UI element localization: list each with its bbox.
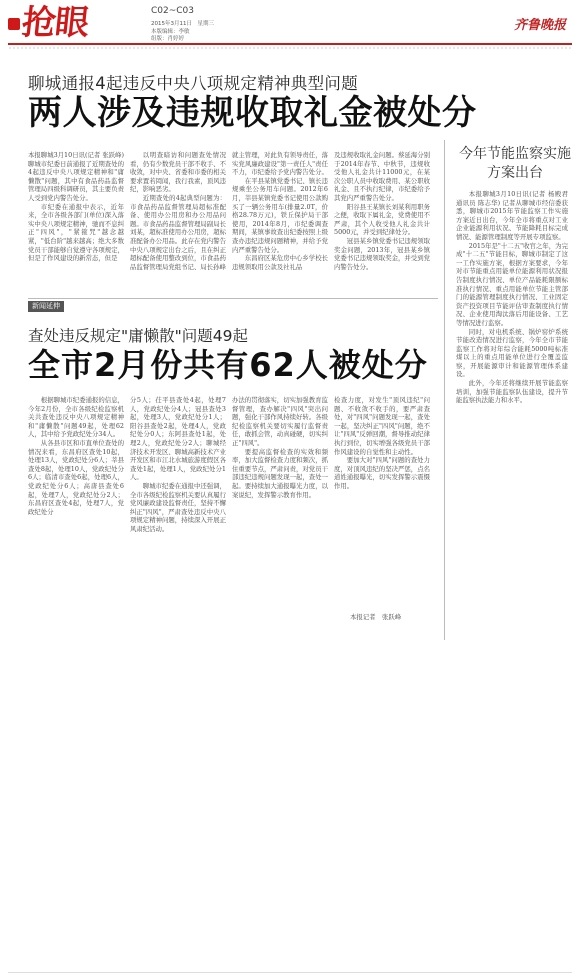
right-feature-para-4: 此外，今年还将继续开展节能监察培训，加强节能监察队伍建设，提升节能监察执法能力和水平。 <box>456 379 568 405</box>
section-logo: 抢眼 <box>19 3 91 43</box>
story1-col2-para-2: 近期查处的4起典型问题为：市食品药品监督管理局超标准配备、使用办公用房和办公用品问题。市食品药品监督管理局副局长刘某，超标准使用办公用房，超标准配备办公用品。此存在党内警告中央八项规定出台之后，且在纠正超标配备使用整改到位，市食品药品监督管理局党组书记、局长孙峰 <box>130 193 226 271</box>
right-feature-para-1: 本报聊城3月10日讯(记者 杨殿君 通讯员 陈志华) 记者从聊城市经信委获悉，聊城市2015年节能监察工作实施方案近日出台，今年全市将重点对工业企业能源利用状况、节能降耗目标完成情况、能源管理制度等开展专项监察。 <box>456 190 568 241</box>
story2-byline: 本报记者 张跃峰 <box>350 613 402 621</box>
story1-kicker: 聊城通报4起违反中央八项规定精神典型问题 <box>28 74 358 93</box>
blank-area <box>8 660 572 970</box>
story1-col3-para-2: 在平县某镇党委书记、镇长违规乘坐公务用车问题。2012年6月，莘县某镇党委书记使用公款购买了一辆公务用车(排量2.0T，价格28.78万元)，铁丘保护局干部使用，2014年8月，市纪委调查期间，某镇事故查出纪委按照上级查办违纪违规问题精神，并给予党内严重警告处分。 <box>232 176 328 254</box>
story2-col4-para-2: 要加大对"四风"问题的查处力度，对顶风违纪的坚决严惩，点名道姓通报曝光，切实发挥警示震慑作用。 <box>334 456 430 490</box>
story1-column-2 <box>130 151 226 295</box>
masthead-meta <box>151 21 214 44</box>
story1-col2-para-1: 以明查暗访和问题查处情况看，仍有少数党员干部不收手、不收敛，对中央、省委和市委的相关要求置若罔闻，我行我素，顶风违纪，影响恶劣。 <box>130 151 226 194</box>
story1-column-4 <box>334 151 430 295</box>
story2-col1-para-1: 根据聊城市纪委通报的信息，今年2月份，全市各级纪检监察机关共查处违反中央八项规定精神和"庸懒散"问题49起，处理62人，其中给予党政纪处分34人。 <box>28 396 124 439</box>
masthead-dots <box>8 47 572 49</box>
story2-headline: 全市2月份共有62人被处分 <box>28 346 428 384</box>
news-extension-tag: 新闻延伸 <box>28 301 64 312</box>
story1-col1-para-2: 市纪委在通报中表示，近年来，全市各级各部门(单位)深入落实中央八项规定精神，驰而不息纠正"四风"，"紧箍咒"越念越紧，"低台阶"越来越高；绝大多数党员干部能够自觉遵守各项规定，但是了作风建设的新常态，但是 <box>28 202 124 263</box>
editor-line: 本版编辑：李敏 <box>151 28 190 35</box>
right-feature-body <box>456 190 568 630</box>
section-logo-mark <box>8 18 20 30</box>
right-feature-para-3: 同时，对电机系统、锅炉窑炉系统节能改造情况进行监察，今年全市节能监察工作将对年综合能耗5000吨标准煤以上的重点用能单位进行全覆盖监察，开展能源审计和能源管理体系建设。 <box>456 327 568 379</box>
page-range: C02~C03 <box>151 6 195 16</box>
proof-line: 组版：肖婷婷 <box>151 36 185 42</box>
bottom-rule <box>8 972 572 973</box>
story2-column-2 <box>130 396 226 606</box>
right-feature-headline: 今年节能监察实施方案出台 <box>459 146 571 181</box>
story1-column-3 <box>232 151 328 295</box>
story-divider <box>28 298 438 299</box>
story2-column-3 <box>232 396 328 606</box>
paper-logo: 齐鲁晚报 <box>513 18 566 33</box>
story2-col4-para-1: 检查力度，对发生"顶风违纪"问题、不收敛不收手的，要严肃查处，对"四风"问题发现一起，查处一起，坚决纠正"四风"问题，绝不让"四风"反弹回潮，督导推动纪律执行到位，切实增强各级党员干部作风建设的自觉性和主动性。 <box>334 396 430 456</box>
story1-col4-para-3: 冠县某乡镇党委书记违规领取奖金问题，2013年，冠县某乡镇党委书记违规领取奖金，并受到党内警告处分。 <box>334 236 430 271</box>
story2-col2-para-2: 聊城市纪委在通报中还强调，全市各级纪检监察机关要认真履行党风廉政建设监督责任，坚持不懈纠正"四风"，严肃查处违反中央八项规定精神问题，持续深入开展正风肃纪活动。 <box>130 481 226 533</box>
story2-column-4 <box>334 396 430 606</box>
story1-col4-para-2: 阳谷县王某镇长刘某利用职务之便，收取下属礼金，党费使用不严肃，其个人收受他人礼金共计5000元，并受到纪律处分。 <box>334 202 430 237</box>
story1-col1-para-1: 本报聊城3月10日讯(记者 张跃峰) 聊城市纪委日前通报了近期查处的4起违反中央八项规定精神和"庸懒散"问题，其中有食品药品监督管理局四级科调研员，其主要负责人受到党内警告处分。 <box>28 151 124 202</box>
story1-column-1 <box>28 151 124 295</box>
story2-kicker: 查处违反规定"庸懒散"问题49起 <box>28 327 248 345</box>
right-feature-para-2: 2015年是"十二五"收官之年，为完成"十二五"节能目标，聊城市制定了这一工作实施方案，根据方案要求，今年对市节能重点用能单位能源利用状况报告制度执行情况、单位产品能耗限额标准执行情况、重点用能单位节能主管部门的能源管理制度执行情况、工业固定资产投资项目节能评估审查制度执行情况、企业使用淘汰落后用能设备、工艺等情况进行监察。 <box>456 241 568 327</box>
story2-col3-para-1: 办法的贯彻落实，切实加强教育监督管理，查办解决"四风"突出问题，强化干部作风持续好转。各级纪检监察机关要切实履行监督责任，敢抓会管，动真碰硬，切实纠正"四风"。 <box>232 396 328 447</box>
masthead <box>8 4 572 42</box>
story2-col1-para-2: 从各县市区和市直单位查处的情况来看，东昌府区查处10起，处理13人，党政纪处分6人；莘县查处8起，处理10人，党政纪处分6人；临清市查处6起，处理6人，党政纪处分6人；高唐县查处6起，处理7人，党政纪处分2人；东昌府区查处4起，处理7人，党政纪处分 <box>28 438 124 516</box>
date-line: 2015年3月11日 星期三 <box>151 21 214 27</box>
story1-col3-para-3: 东昌府区某危房中心乡学校长违规领取用公款及社礼品 <box>232 254 328 271</box>
story2-column-1 <box>28 396 124 606</box>
masthead-rule <box>8 43 572 45</box>
story2-col3-para-2: 要提高监督检查的实效和频率，加大监督检查力度和频次，抓住重要节点，严肃问责，对党员干部违纪违规问题发现一起，查处一起。要持续加大通报曝光力度，以案说纪，发挥警示教育作用。 <box>232 447 328 499</box>
story2-col2-para-1: 分5人；茌平县查处4起，处理7人，党政纪处分4人；冠县查处3起，处理3人，党政纪处分1人；阳谷县查处2起，处理4人，党政纪处分0人；东阿县查处1起，处理2人，党政纪处分2人；聊城经济技术开发区、聊城高新技术产业开发区和市江北水城旅游度假区各查处1起，处理1人，党政纪处分1人。 <box>130 396 226 482</box>
story1-headline: 两人涉及违规收取礼金被处分 <box>28 93 477 133</box>
story1-col4-para-1: 及违规收取礼金问题。蔡延海分别于2014年春节、中秋节，违规收受他人礼金共计11000元，在某次公职人员中收取费用、某公职收礼金、且不执行纪律，市纪委给予其党内严重警告处分。 <box>334 151 430 202</box>
story1-col3-para-1: 就主管理，对此负有领导责任，落实党风廉政建设"第一责任人"责任不力，市纪委给予党内警告处分。 <box>232 151 328 177</box>
column-divider <box>444 140 445 640</box>
